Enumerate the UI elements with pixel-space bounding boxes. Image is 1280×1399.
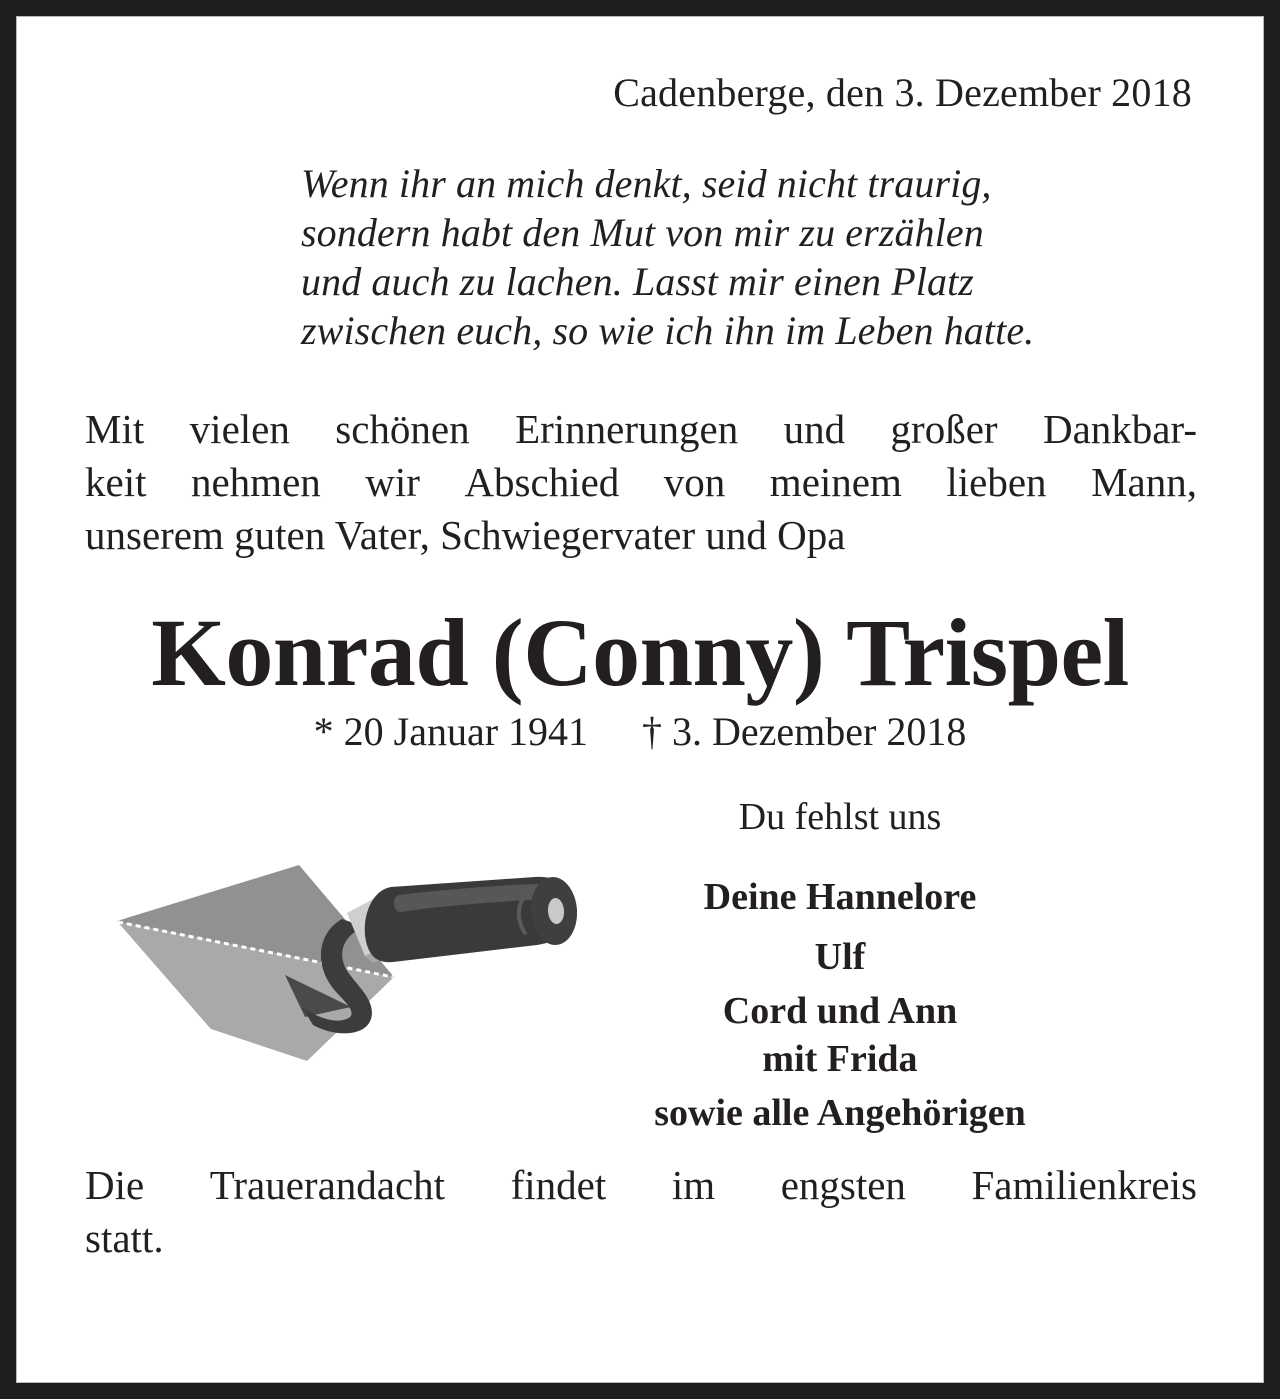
verse-line-4: zwischen euch, so wie ich ihn im Leben hatte. (301, 308, 1035, 353)
illustration-and-family (85, 795, 1195, 1134)
word: von (663, 459, 726, 505)
family-intro-text: Du fehlst uns (738, 795, 942, 838)
farewell-line-2 (85, 456, 1197, 509)
word: Mit (85, 406, 145, 452)
word: Erinnerungen (515, 406, 739, 452)
service-info-line-1 (85, 1159, 1197, 1212)
birth-date: * 20 Januar 1941 (313, 708, 589, 754)
word: engsten (780, 1161, 906, 1208)
word: im (671, 1161, 716, 1208)
verse-line-1: Wenn ihr an mich denkt, seid nicht traurig, (301, 161, 992, 206)
life-dates (85, 708, 1195, 755)
page-surface (16, 16, 1264, 1383)
family-name-1: Deine Hannelore (703, 875, 977, 918)
farewell-line-1 (85, 403, 1197, 456)
word: lieben (946, 459, 1047, 505)
word: Dankbar- (1042, 406, 1197, 452)
family-signature-block (625, 797, 1055, 1143)
service-info-line-2: statt. (85, 1214, 164, 1261)
word: Familienkreis (971, 1161, 1197, 1208)
service-info-paragraph (85, 1159, 1197, 1265)
word: nehmen (190, 459, 321, 505)
word: und (783, 406, 846, 452)
word: Trauerandacht (209, 1161, 446, 1208)
masonry-trowel-icon (99, 857, 589, 1077)
word: keit (85, 459, 147, 505)
word: meinem (769, 459, 902, 505)
word: großer (890, 406, 998, 452)
verse-line-3: und auch zu lachen. Lasst mir einen Platz (301, 259, 974, 304)
word: Die (85, 1161, 145, 1208)
farewell-paragraph (85, 403, 1197, 562)
family-name-4: mit Frida (762, 1037, 918, 1080)
word: findet (510, 1161, 607, 1208)
place-and-date: Cadenberge, den 3. Dezember 2018 (613, 70, 1192, 115)
word: vielen (189, 406, 290, 452)
word: Abschied (464, 459, 620, 505)
family-name-5: sowie alle Angehörigen (654, 1091, 1026, 1134)
family-name-3: Cord und Ann (722, 989, 958, 1032)
word: wir (365, 459, 420, 505)
family-name-2: Ulf (814, 935, 866, 978)
farewell-line-3: unserem guten Vater, Schwiegervater und Opa (85, 512, 846, 558)
family-names-list (625, 867, 1055, 1143)
notice-content (85, 17, 1195, 1382)
memorial-verse (301, 159, 1195, 355)
word: schönen (335, 406, 470, 452)
word: Mann, (1091, 459, 1197, 505)
deceased-name: Konrad (Conny) Trispel (151, 599, 1129, 706)
verse-line-2: sondern habt den Mut von mir zu erzählen (301, 210, 984, 255)
death-date: † 3. Dezember 2018 (642, 708, 967, 754)
